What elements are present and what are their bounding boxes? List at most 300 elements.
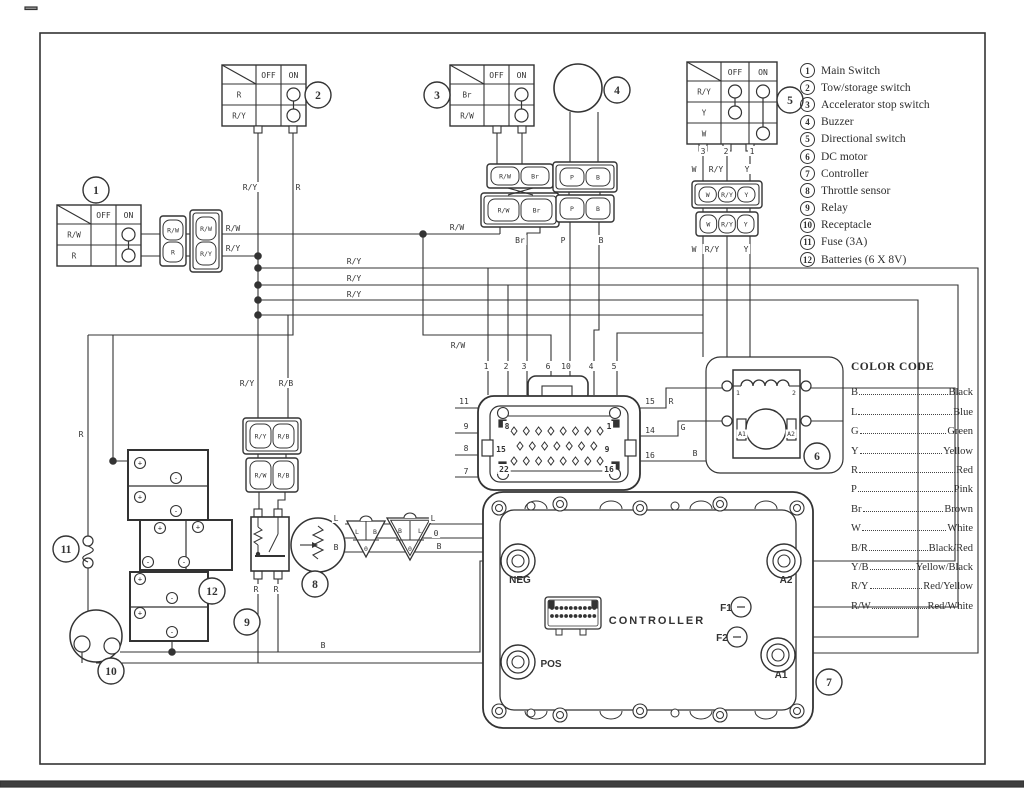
wire-label: 16 bbox=[645, 451, 655, 460]
wire-label: A1 bbox=[738, 430, 746, 438]
color-code-name: Pink bbox=[953, 484, 973, 496]
plug-pin-dot bbox=[588, 607, 591, 610]
table-row-label: Br bbox=[462, 90, 472, 100]
battery-terminal-sign: - bbox=[181, 558, 187, 567]
legend-item bbox=[800, 131, 985, 148]
harness-side-key bbox=[625, 440, 636, 456]
junction-dot bbox=[169, 649, 175, 655]
battery-terminal-sign: - bbox=[169, 594, 175, 603]
table-row-label: Y bbox=[701, 108, 707, 118]
table-pin-stub bbox=[289, 126, 297, 133]
receptacle-terminal bbox=[74, 636, 90, 652]
harness-side-key bbox=[482, 440, 493, 456]
throttle-plug-a-latch bbox=[360, 516, 372, 521]
connector-cell-label: R/Y bbox=[721, 191, 733, 199]
legend-item-label: Batteries (6 X 8V) bbox=[821, 253, 907, 266]
switch-contact bbox=[757, 127, 770, 140]
wire-label: Y bbox=[743, 245, 749, 254]
plug-pin-dot bbox=[579, 607, 582, 610]
wire-label: P bbox=[560, 236, 566, 245]
callout-number: 8 bbox=[312, 579, 318, 591]
controller-screw bbox=[496, 708, 503, 715]
color-code-abbrev: R/Y bbox=[851, 581, 869, 593]
color-code-abbrev: P bbox=[851, 484, 857, 496]
wire-label: 11 bbox=[459, 397, 469, 406]
junction-dot bbox=[255, 297, 261, 303]
color-code-panel bbox=[851, 361, 973, 612]
wire-label: 6 bbox=[545, 362, 551, 371]
controller-screw bbox=[637, 505, 644, 512]
table-pin-stub bbox=[254, 126, 262, 133]
harness-corner-hole bbox=[610, 408, 621, 419]
connector-cell-label: W bbox=[706, 220, 711, 229]
wire-label: 1 bbox=[483, 362, 489, 371]
battery-terminal-sign: + bbox=[157, 524, 163, 533]
color-code-name: Brown bbox=[944, 503, 973, 515]
legend-item bbox=[800, 251, 985, 268]
connector-cell-label: L bbox=[355, 528, 359, 536]
controller-title: CONTROLLER bbox=[608, 615, 706, 627]
wire-label: L bbox=[430, 514, 436, 523]
plug-pin-dot bbox=[560, 607, 563, 610]
color-code-name: Black/Red bbox=[928, 542, 973, 554]
battery-terminal-sign: + bbox=[195, 523, 201, 532]
legend-item bbox=[800, 165, 985, 182]
battery-terminal-sign: - bbox=[169, 628, 175, 637]
wire-label: 3 bbox=[521, 362, 527, 371]
legend-number-badge: 6 bbox=[800, 149, 815, 164]
color-code-name: Blue bbox=[953, 406, 973, 418]
terminal-label-a2: A2 bbox=[779, 575, 793, 586]
legend-number-badge: 4 bbox=[800, 115, 815, 130]
color-code-abbrev: L bbox=[851, 406, 858, 418]
color-code-name: Yellow bbox=[943, 445, 973, 457]
connector-cell-label: P bbox=[570, 173, 574, 182]
legend-number-badge: 7 bbox=[800, 166, 815, 181]
motor-terminal bbox=[722, 381, 732, 391]
wire-label: R bbox=[78, 430, 84, 439]
wire-label: R/B bbox=[278, 379, 294, 388]
connector-cell-label: Y bbox=[743, 220, 748, 229]
legend-item-label: Controller bbox=[821, 167, 869, 180]
color-code-rows bbox=[851, 379, 973, 612]
relay-node bbox=[256, 552, 259, 555]
plug-pin-dot bbox=[570, 615, 573, 618]
wire-label: R/Y bbox=[239, 379, 255, 388]
connector-cell-label: 0 bbox=[364, 545, 368, 553]
wire-label: L bbox=[333, 514, 339, 523]
callout-number: 6 bbox=[814, 451, 820, 463]
color-code-row bbox=[851, 592, 973, 611]
connector-cell-label: B bbox=[596, 173, 600, 182]
connector-cell-label: Br bbox=[531, 172, 539, 181]
table-header: OFF bbox=[489, 71, 504, 80]
table-row-label: R/Y bbox=[697, 87, 711, 97]
dotted-leader bbox=[858, 491, 953, 492]
motor-terminal bbox=[722, 416, 732, 426]
battery-terminal-sign: + bbox=[137, 575, 143, 584]
wire-label: 2 bbox=[503, 362, 509, 371]
wire bbox=[278, 492, 285, 509]
color-code-abbrev: G bbox=[851, 426, 859, 438]
relay-pin bbox=[274, 571, 282, 579]
wire-label: A2 bbox=[787, 430, 795, 438]
wire-label: 15 bbox=[645, 397, 655, 406]
color-code-name: Red bbox=[956, 464, 973, 476]
wire-label: R/W bbox=[225, 224, 241, 233]
wire-label: 5 bbox=[611, 362, 617, 371]
relay-pin bbox=[254, 571, 262, 579]
switch-contact bbox=[287, 109, 300, 122]
connector-cell-label: Y bbox=[744, 191, 749, 199]
terminal-a1 bbox=[772, 649, 784, 661]
harness-corner-hole bbox=[498, 408, 509, 419]
color-code-row bbox=[851, 379, 973, 398]
battery-terminal-sign: - bbox=[173, 507, 179, 516]
color-code-title: COLOR CODE bbox=[851, 361, 935, 373]
legend-item-label: Main Switch bbox=[821, 64, 881, 77]
connector-cell-label: L bbox=[418, 527, 422, 535]
relay-pin bbox=[274, 509, 282, 517]
plug-leg bbox=[556, 629, 562, 635]
plug-key bbox=[592, 601, 597, 608]
legend-number-badge: 11 bbox=[800, 235, 815, 250]
legend-item bbox=[800, 200, 985, 217]
controller-screw bbox=[637, 708, 644, 715]
buzzer-symbol bbox=[554, 64, 602, 112]
wire-label: W bbox=[691, 165, 697, 174]
wire-label: B bbox=[436, 542, 442, 551]
color-code-row bbox=[851, 495, 973, 514]
color-code-abbrev: R/W bbox=[851, 600, 871, 612]
color-code-abbrev: Y bbox=[851, 445, 859, 457]
dotted-leader bbox=[870, 588, 923, 589]
wire-label: R/Y bbox=[708, 165, 724, 174]
table-header: ON bbox=[123, 211, 134, 220]
terminal-pos bbox=[512, 656, 524, 668]
color-code-abbrev: W bbox=[851, 523, 861, 535]
plug-pin-dot bbox=[593, 615, 596, 618]
table-header: ON bbox=[516, 71, 527, 80]
plug-pin-dot bbox=[555, 607, 558, 610]
switch-contact bbox=[287, 88, 300, 101]
armature bbox=[746, 409, 786, 449]
table-row-label: R/W bbox=[460, 111, 474, 121]
color-code-abbrev: B bbox=[851, 387, 859, 399]
wire-label: R/W bbox=[449, 223, 465, 232]
table-header: ON bbox=[288, 71, 299, 80]
switch-contact bbox=[122, 249, 135, 262]
dotted-leader bbox=[862, 530, 946, 531]
relay-pin bbox=[254, 509, 262, 517]
callout-number: 1 bbox=[93, 185, 99, 197]
table-header: OFF bbox=[96, 211, 111, 220]
dotted-leader bbox=[863, 511, 944, 512]
battery-terminal-sign: + bbox=[137, 459, 143, 468]
controller-screw bbox=[557, 501, 564, 508]
connector-cell-label: R bbox=[171, 248, 175, 257]
terminal-label-f1: F1 bbox=[720, 603, 732, 614]
color-code-name: Black bbox=[948, 387, 973, 399]
connector-cell-label: R/W bbox=[200, 225, 212, 233]
plug-pin-dot bbox=[555, 615, 558, 618]
wire bbox=[617, 333, 703, 395]
legend-item-label: Accelerator stop switch bbox=[821, 98, 930, 111]
wire-label: 2 bbox=[723, 147, 729, 156]
wire-label: 8 bbox=[463, 444, 469, 453]
terminal-label-f2: F2 bbox=[716, 633, 728, 644]
connector-cell-label: W bbox=[705, 191, 710, 199]
wire-label: R/Y bbox=[704, 245, 720, 254]
wire-label: R/W bbox=[450, 341, 466, 350]
legend-item-label: Throttle sensor bbox=[821, 184, 891, 197]
table-row-label: R bbox=[236, 90, 242, 100]
terminal-label-a1: A1 bbox=[774, 670, 788, 681]
connector-cell-label: Br bbox=[532, 206, 541, 215]
controller-outer bbox=[483, 492, 813, 728]
controller-screw bbox=[794, 505, 801, 512]
callout-number: 7 bbox=[826, 677, 832, 689]
legend-item-label: Relay bbox=[821, 202, 848, 215]
plug-pin-dot bbox=[570, 607, 573, 610]
wire bbox=[113, 335, 134, 461]
wire-label: B bbox=[320, 641, 326, 650]
legend-item-label: Receptacle bbox=[821, 219, 872, 232]
wire-label: W bbox=[691, 245, 697, 254]
controller-screw bbox=[717, 501, 724, 508]
legend-number-badge: 9 bbox=[800, 201, 815, 216]
battery-terminal-sign: - bbox=[145, 558, 151, 567]
controller-screw bbox=[794, 708, 801, 715]
legend-item bbox=[800, 62, 985, 79]
color-code-row bbox=[851, 534, 973, 553]
connector-cell-label: R/W bbox=[167, 226, 179, 235]
callout-number: 3 bbox=[434, 90, 440, 102]
wire-label: 2 bbox=[792, 389, 796, 397]
controller-screw bbox=[717, 712, 724, 719]
receptacle-terminal bbox=[104, 638, 120, 654]
color-code-row bbox=[851, 476, 973, 495]
fuse-end bbox=[83, 536, 93, 546]
throttle-plug-b-latch bbox=[404, 513, 416, 518]
wire-label: R/Y bbox=[242, 183, 258, 192]
wire-label: G bbox=[680, 423, 686, 432]
legend-number-badge: 1 bbox=[800, 63, 815, 78]
legend-item-label: Tow/storage switch bbox=[821, 81, 911, 94]
color-code-name: Yellow/Black bbox=[915, 561, 973, 573]
plug-pin-dot bbox=[574, 615, 577, 618]
wire-label: R/Y bbox=[346, 274, 362, 283]
color-code-row bbox=[851, 398, 973, 417]
switch-contact bbox=[729, 85, 742, 98]
switch-contact bbox=[122, 228, 135, 241]
legend-item bbox=[800, 79, 985, 96]
wire-label: 16 bbox=[604, 465, 614, 474]
callout-number: 11 bbox=[60, 544, 72, 556]
wire-label: B bbox=[692, 449, 698, 458]
wire-label: R/Y bbox=[346, 257, 362, 266]
terminal-label-pos: POS bbox=[540, 659, 562, 670]
switch-contact bbox=[515, 88, 528, 101]
wire-label: 4 bbox=[588, 362, 594, 371]
controller-screw-small bbox=[527, 709, 535, 717]
legend-number-badge: 3 bbox=[800, 97, 815, 112]
connector-cell-label: R/Y bbox=[721, 220, 733, 229]
dotted-leader bbox=[870, 569, 915, 570]
controller-screw-small bbox=[671, 502, 679, 510]
junction-dot bbox=[255, 282, 261, 288]
callout-number: 10 bbox=[105, 666, 117, 678]
legend-item-label: Buzzer bbox=[821, 116, 854, 129]
legend-item bbox=[800, 234, 985, 251]
junction-dot bbox=[255, 253, 261, 259]
dotted-leader bbox=[860, 433, 947, 434]
component-legend bbox=[800, 62, 985, 268]
dotted-leader bbox=[858, 414, 952, 415]
legend-item bbox=[800, 217, 985, 234]
junction-dot bbox=[110, 458, 116, 464]
color-code-name: Red/Yellow bbox=[923, 581, 973, 593]
color-code-abbrev: Br bbox=[851, 503, 862, 515]
wire-label: 0 bbox=[433, 529, 439, 538]
wire-label: 1 bbox=[606, 422, 612, 431]
callout-number: 2 bbox=[315, 90, 321, 102]
connector-cell-label: 0 bbox=[408, 545, 412, 553]
battery-terminal-sign: + bbox=[137, 609, 143, 618]
terminal-a2 bbox=[778, 555, 790, 567]
controller-screw bbox=[496, 505, 503, 512]
legend-item bbox=[800, 96, 985, 113]
controller-screw bbox=[557, 712, 564, 719]
color-code-row bbox=[851, 515, 973, 534]
legend-number-badge: 12 bbox=[800, 252, 815, 267]
wire-label: 10 bbox=[561, 362, 571, 371]
connector-cell-label: B bbox=[373, 528, 377, 536]
plug-pin-dot bbox=[565, 607, 568, 610]
color-code-name: Green bbox=[947, 426, 973, 438]
dotted-leader bbox=[869, 550, 928, 551]
junction-dot bbox=[420, 231, 426, 237]
junction-dot bbox=[255, 312, 261, 318]
color-code-row bbox=[851, 418, 973, 437]
wire-label: Y bbox=[744, 165, 750, 174]
dotted-leader bbox=[860, 453, 943, 454]
wire-label: B bbox=[598, 236, 604, 245]
legend-number-badge: 8 bbox=[800, 183, 815, 198]
dotted-leader bbox=[859, 472, 955, 473]
wire-label: 3 bbox=[700, 147, 706, 156]
plug-pin-dot bbox=[565, 615, 568, 618]
controller-screw-small bbox=[671, 709, 679, 717]
color-code-abbrev: R bbox=[851, 464, 859, 476]
wire-label: 8 bbox=[504, 422, 510, 431]
connector-cell-label: R/W bbox=[254, 471, 267, 480]
wire-label: Br bbox=[515, 236, 525, 245]
wire-label: 1 bbox=[749, 147, 755, 156]
plug-pin-dot bbox=[584, 607, 587, 610]
wire-label: 22 bbox=[499, 465, 509, 474]
callout-number: 9 bbox=[244, 617, 250, 629]
color-code-row bbox=[851, 573, 973, 592]
switch-contact bbox=[729, 106, 742, 119]
plug-pin-dot bbox=[579, 615, 582, 618]
harness-tab-slot bbox=[542, 386, 572, 396]
connector-cell-label: P bbox=[570, 205, 574, 213]
color-code-name: Red/White bbox=[927, 600, 973, 612]
legend-item bbox=[800, 148, 985, 165]
table-header: ON bbox=[758, 68, 768, 77]
plug-leg bbox=[580, 629, 586, 635]
plug-pin-dot bbox=[588, 615, 591, 618]
wire-label: 7 bbox=[463, 467, 469, 476]
battery-terminal-sign: - bbox=[173, 474, 179, 483]
motor-terminal bbox=[801, 416, 811, 426]
legend-number-badge: 10 bbox=[800, 218, 815, 233]
callout-number: 5 bbox=[787, 95, 793, 107]
wire-label: 9 bbox=[463, 422, 469, 431]
wire-label: B bbox=[333, 543, 339, 552]
table-row-label: R/Y bbox=[232, 111, 246, 121]
battery-terminal-sign: + bbox=[137, 493, 143, 502]
callout-number: 12 bbox=[206, 586, 218, 598]
color-code-abbrev: Y/B bbox=[851, 561, 869, 573]
table-pin-stub bbox=[493, 126, 501, 133]
dotted-leader bbox=[859, 394, 947, 395]
legend-item bbox=[800, 182, 985, 199]
terminal-neg bbox=[512, 555, 524, 567]
wire-label: R/Y bbox=[346, 290, 362, 299]
connector-cell-label: R/Y bbox=[254, 432, 267, 441]
color-code-row bbox=[851, 457, 973, 476]
connector-cell-label: R/B bbox=[277, 432, 290, 441]
wire-label: R bbox=[273, 585, 279, 594]
wire-label: 1 bbox=[736, 389, 740, 397]
wire-label: R bbox=[253, 585, 259, 594]
plug-pin-dot bbox=[560, 615, 563, 618]
wire-label: 14 bbox=[645, 426, 655, 435]
wire-label: R/Y bbox=[225, 244, 241, 253]
scan-artifact bbox=[25, 7, 37, 10]
color-code-abbrev: B/R bbox=[851, 542, 868, 554]
switch-contact bbox=[515, 109, 528, 122]
plug-pin-dot bbox=[584, 615, 587, 618]
motor-terminal bbox=[801, 381, 811, 391]
legend-number-badge: 2 bbox=[800, 80, 815, 95]
color-code-name: White bbox=[947, 523, 973, 535]
table-header: OFF bbox=[261, 71, 276, 80]
connector-cell-label: R/B bbox=[277, 471, 290, 480]
plug-pin-dot bbox=[551, 615, 554, 618]
color-code-row bbox=[851, 437, 973, 456]
legend-item-label: Fuse (3A) bbox=[821, 236, 868, 249]
table-row-label: R/W bbox=[67, 230, 81, 240]
wire-label: R bbox=[668, 397, 674, 406]
connector-cell-label: R/W bbox=[497, 206, 510, 215]
table-pin-stub bbox=[518, 126, 526, 133]
plug-pin-dot bbox=[574, 607, 577, 610]
plug-key bbox=[549, 601, 554, 608]
wire-label: 15 bbox=[496, 445, 506, 454]
callout-number: 4 bbox=[614, 85, 620, 97]
connector-cell-label: R/Y bbox=[200, 250, 212, 258]
legend-item-label: DC motor bbox=[821, 150, 868, 163]
legend-number-badge: 5 bbox=[800, 132, 815, 147]
table-header: OFF bbox=[727, 68, 743, 77]
connector-cell-label: B bbox=[596, 205, 600, 213]
color-code-row bbox=[851, 554, 973, 573]
wire-label: R bbox=[295, 183, 301, 192]
terminal-label-neg: NEG bbox=[509, 575, 531, 586]
